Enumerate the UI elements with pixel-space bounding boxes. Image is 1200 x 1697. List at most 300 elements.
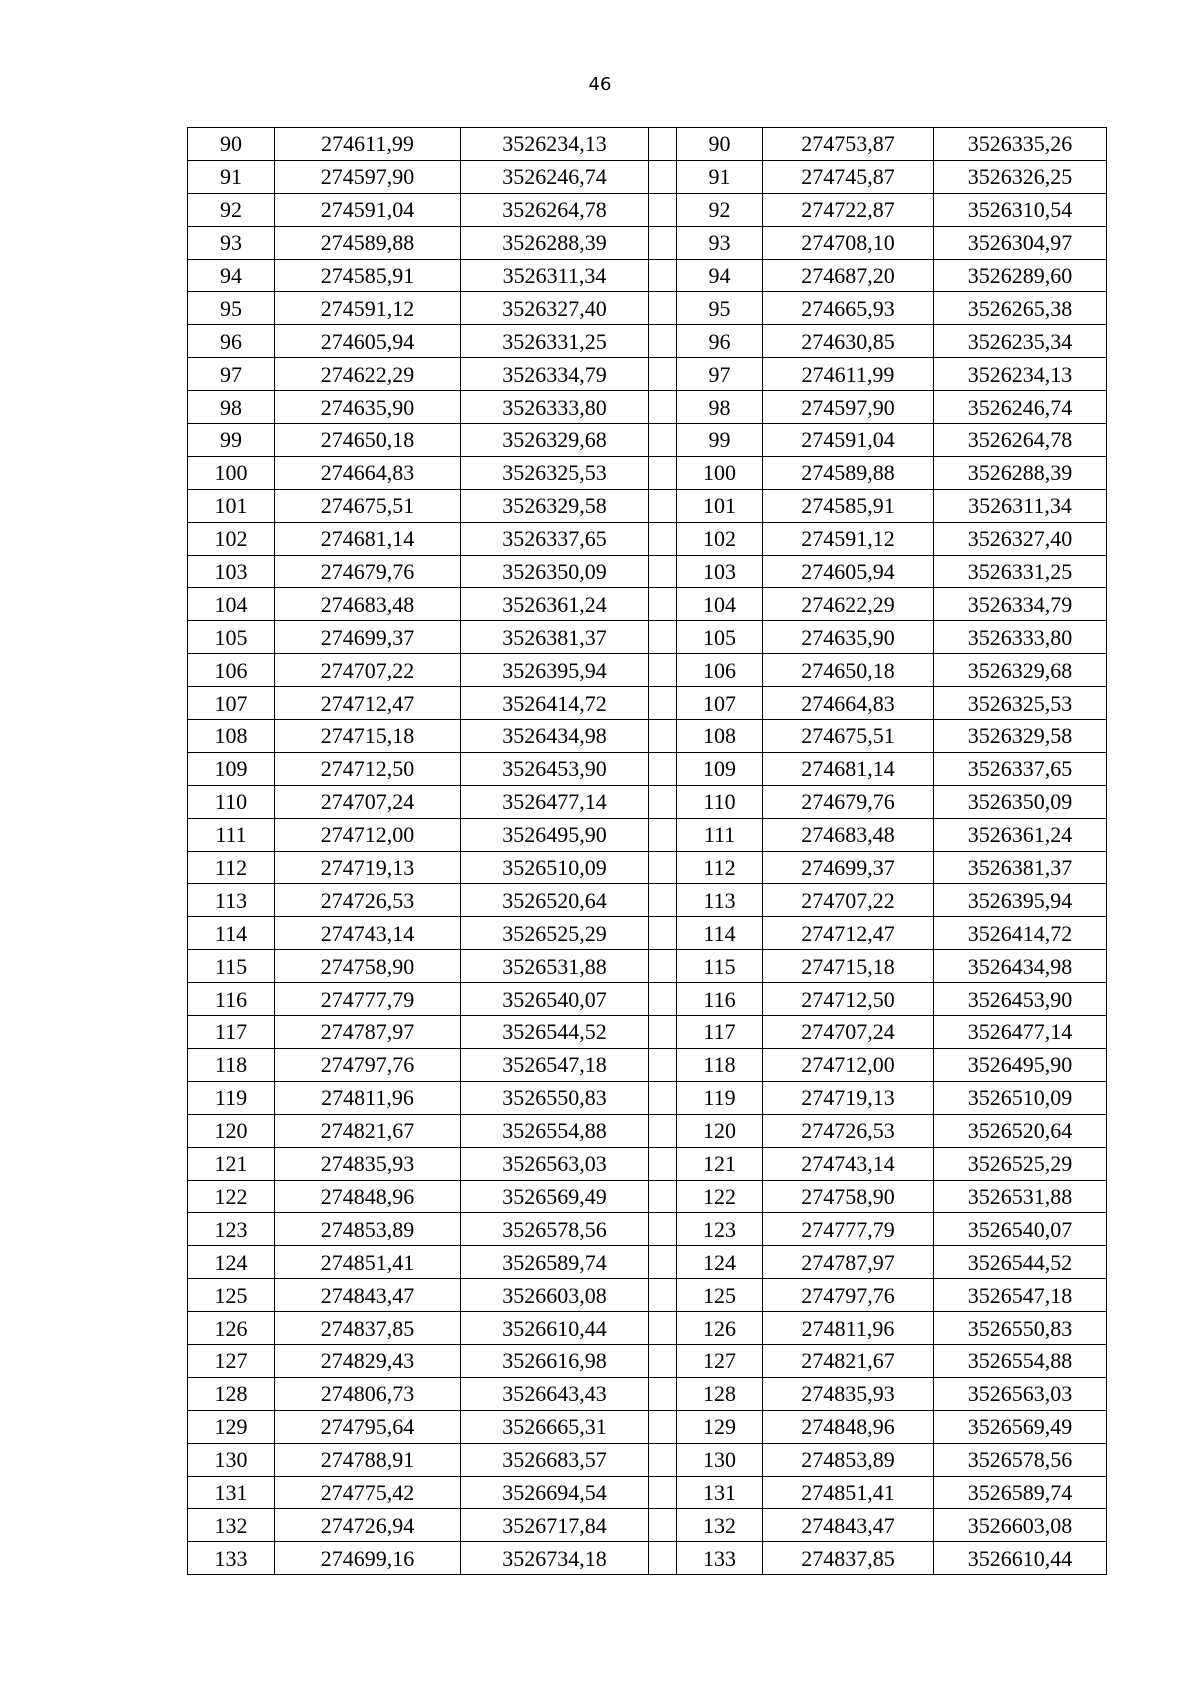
right-point-number: 93 bbox=[677, 226, 763, 259]
right-x-coordinate: 274851,41 bbox=[763, 1476, 934, 1509]
right-y-coordinate: 3526235,34 bbox=[934, 325, 1107, 358]
right-point-number: 104 bbox=[677, 588, 763, 621]
separator-cell bbox=[649, 720, 677, 753]
right-x-coordinate: 274753,87 bbox=[763, 128, 934, 161]
right-x-coordinate: 274597,90 bbox=[763, 391, 934, 424]
table-row bbox=[188, 1213, 1107, 1246]
left-point-number: 104 bbox=[188, 588, 275, 621]
left-y-coordinate: 3526477,14 bbox=[461, 785, 649, 818]
left-y-coordinate: 3526434,98 bbox=[461, 720, 649, 753]
table-row bbox=[188, 917, 1107, 950]
left-x-coordinate: 274835,93 bbox=[275, 1147, 461, 1180]
left-x-coordinate: 274811,96 bbox=[275, 1081, 461, 1114]
table-row bbox=[188, 555, 1107, 588]
left-x-coordinate: 274715,18 bbox=[275, 720, 461, 753]
left-x-coordinate: 274605,94 bbox=[275, 325, 461, 358]
table-row bbox=[188, 358, 1107, 391]
right-x-coordinate: 274758,90 bbox=[763, 1180, 934, 1213]
right-x-coordinate: 274821,67 bbox=[763, 1344, 934, 1377]
right-y-coordinate: 3526350,09 bbox=[934, 785, 1107, 818]
separator-cell bbox=[649, 752, 677, 785]
right-x-coordinate: 274722,87 bbox=[763, 193, 934, 226]
table-row bbox=[188, 1180, 1107, 1213]
table-row bbox=[188, 884, 1107, 917]
table-row bbox=[188, 160, 1107, 193]
separator-cell bbox=[649, 983, 677, 1016]
separator-cell bbox=[649, 1081, 677, 1114]
left-y-coordinate: 3526569,49 bbox=[461, 1180, 649, 1213]
left-point-number: 120 bbox=[188, 1114, 275, 1147]
left-point-number: 114 bbox=[188, 917, 275, 950]
table-row bbox=[188, 785, 1107, 818]
right-point-number: 109 bbox=[677, 752, 763, 785]
left-x-coordinate: 274683,48 bbox=[275, 588, 461, 621]
table-row bbox=[188, 687, 1107, 720]
separator-cell bbox=[649, 1542, 677, 1575]
right-point-number: 117 bbox=[677, 1016, 763, 1049]
right-y-coordinate: 3526477,14 bbox=[934, 1016, 1107, 1049]
right-x-coordinate: 274635,90 bbox=[763, 621, 934, 654]
separator-cell bbox=[649, 358, 677, 391]
left-y-coordinate: 3526616,98 bbox=[461, 1344, 649, 1377]
left-x-coordinate: 274707,24 bbox=[275, 785, 461, 818]
right-y-coordinate: 3526325,53 bbox=[934, 687, 1107, 720]
left-y-coordinate: 3526578,56 bbox=[461, 1213, 649, 1246]
right-x-coordinate: 274797,76 bbox=[763, 1279, 934, 1312]
table-row bbox=[188, 950, 1107, 983]
left-x-coordinate: 274681,14 bbox=[275, 522, 461, 555]
right-y-coordinate: 3526589,74 bbox=[934, 1476, 1107, 1509]
right-y-coordinate: 3526540,07 bbox=[934, 1213, 1107, 1246]
right-x-coordinate: 274687,20 bbox=[763, 259, 934, 292]
right-x-coordinate: 274591,04 bbox=[763, 424, 934, 457]
right-y-coordinate: 3526335,26 bbox=[934, 128, 1107, 161]
right-x-coordinate: 274743,14 bbox=[763, 1147, 934, 1180]
right-x-coordinate: 274683,48 bbox=[763, 818, 934, 851]
left-y-coordinate: 3526734,18 bbox=[461, 1542, 649, 1575]
left-y-coordinate: 3526683,57 bbox=[461, 1443, 649, 1476]
left-point-number: 112 bbox=[188, 851, 275, 884]
separator-cell bbox=[649, 522, 677, 555]
table-row bbox=[188, 654, 1107, 687]
separator-cell bbox=[649, 950, 677, 983]
right-point-number: 118 bbox=[677, 1048, 763, 1081]
separator-cell bbox=[649, 917, 677, 950]
left-x-coordinate: 274589,88 bbox=[275, 226, 461, 259]
right-point-number: 119 bbox=[677, 1081, 763, 1114]
separator-cell bbox=[649, 621, 677, 654]
right-y-coordinate: 3526310,54 bbox=[934, 193, 1107, 226]
right-x-coordinate: 274707,22 bbox=[763, 884, 934, 917]
left-y-coordinate: 3526311,34 bbox=[461, 259, 649, 292]
separator-cell bbox=[649, 259, 677, 292]
right-y-coordinate: 3526334,79 bbox=[934, 588, 1107, 621]
table-row bbox=[188, 424, 1107, 457]
left-y-coordinate: 3526381,37 bbox=[461, 621, 649, 654]
right-y-coordinate: 3526495,90 bbox=[934, 1048, 1107, 1081]
left-x-coordinate: 274851,41 bbox=[275, 1246, 461, 1279]
table-row bbox=[188, 1312, 1107, 1345]
table-row bbox=[188, 752, 1107, 785]
left-x-coordinate: 274795,64 bbox=[275, 1410, 461, 1443]
separator-cell bbox=[649, 128, 677, 161]
separator-cell bbox=[649, 1180, 677, 1213]
right-x-coordinate: 274835,93 bbox=[763, 1377, 934, 1410]
table-row bbox=[188, 1344, 1107, 1377]
coordinates-table-body bbox=[188, 128, 1107, 1575]
right-y-coordinate: 3526246,74 bbox=[934, 391, 1107, 424]
right-x-coordinate: 274719,13 bbox=[763, 1081, 934, 1114]
left-x-coordinate: 274719,13 bbox=[275, 851, 461, 884]
table-row bbox=[188, 1410, 1107, 1443]
table-row bbox=[188, 983, 1107, 1016]
left-point-number: 97 bbox=[188, 358, 275, 391]
left-y-coordinate: 3526525,29 bbox=[461, 917, 649, 950]
left-y-coordinate: 3526694,54 bbox=[461, 1476, 649, 1509]
left-point-number: 130 bbox=[188, 1443, 275, 1476]
left-point-number: 117 bbox=[188, 1016, 275, 1049]
table-row bbox=[188, 456, 1107, 489]
left-y-coordinate: 3526643,43 bbox=[461, 1377, 649, 1410]
right-point-number: 120 bbox=[677, 1114, 763, 1147]
left-point-number: 109 bbox=[188, 752, 275, 785]
table-row bbox=[188, 1016, 1107, 1049]
left-point-number: 111 bbox=[188, 818, 275, 851]
left-point-number: 118 bbox=[188, 1048, 275, 1081]
separator-cell bbox=[649, 1016, 677, 1049]
right-point-number: 95 bbox=[677, 292, 763, 325]
right-point-number: 115 bbox=[677, 950, 763, 983]
right-x-coordinate: 274777,79 bbox=[763, 1213, 934, 1246]
left-x-coordinate: 274843,47 bbox=[275, 1279, 461, 1312]
left-y-coordinate: 3526350,09 bbox=[461, 555, 649, 588]
right-y-coordinate: 3526381,37 bbox=[934, 851, 1107, 884]
right-y-coordinate: 3526610,44 bbox=[934, 1542, 1107, 1575]
table-row bbox=[188, 292, 1107, 325]
left-point-number: 122 bbox=[188, 1180, 275, 1213]
right-y-coordinate: 3526304,97 bbox=[934, 226, 1107, 259]
left-y-coordinate: 3526603,08 bbox=[461, 1279, 649, 1312]
right-point-number: 111 bbox=[677, 818, 763, 851]
separator-cell bbox=[649, 1279, 677, 1312]
right-point-number: 97 bbox=[677, 358, 763, 391]
left-point-number: 127 bbox=[188, 1344, 275, 1377]
right-point-number: 130 bbox=[677, 1443, 763, 1476]
left-point-number: 131 bbox=[188, 1476, 275, 1509]
left-y-coordinate: 3526531,88 bbox=[461, 950, 649, 983]
left-y-coordinate: 3526554,88 bbox=[461, 1114, 649, 1147]
left-x-coordinate: 274821,67 bbox=[275, 1114, 461, 1147]
left-x-coordinate: 274707,22 bbox=[275, 654, 461, 687]
right-point-number: 122 bbox=[677, 1180, 763, 1213]
right-y-coordinate: 3526337,65 bbox=[934, 752, 1107, 785]
right-point-number: 101 bbox=[677, 489, 763, 522]
left-x-coordinate: 274775,42 bbox=[275, 1476, 461, 1509]
right-x-coordinate: 274591,12 bbox=[763, 522, 934, 555]
left-point-number: 119 bbox=[188, 1081, 275, 1114]
right-y-coordinate: 3526331,25 bbox=[934, 555, 1107, 588]
right-point-number: 123 bbox=[677, 1213, 763, 1246]
left-point-number: 105 bbox=[188, 621, 275, 654]
left-x-coordinate: 274787,97 bbox=[275, 1016, 461, 1049]
left-x-coordinate: 274650,18 bbox=[275, 424, 461, 457]
right-y-coordinate: 3526329,58 bbox=[934, 720, 1107, 753]
separator-cell bbox=[649, 687, 677, 720]
left-y-coordinate: 3526246,74 bbox=[461, 160, 649, 193]
left-x-coordinate: 274726,94 bbox=[275, 1509, 461, 1542]
left-y-coordinate: 3526333,80 bbox=[461, 391, 649, 424]
right-point-number: 121 bbox=[677, 1147, 763, 1180]
right-point-number: 94 bbox=[677, 259, 763, 292]
left-y-coordinate: 3526495,90 bbox=[461, 818, 649, 851]
right-x-coordinate: 274679,76 bbox=[763, 785, 934, 818]
left-point-number: 93 bbox=[188, 226, 275, 259]
left-x-coordinate: 274726,53 bbox=[275, 884, 461, 917]
left-x-coordinate: 274585,91 bbox=[275, 259, 461, 292]
separator-cell bbox=[649, 391, 677, 424]
right-point-number: 90 bbox=[677, 128, 763, 161]
left-y-coordinate: 3526361,24 bbox=[461, 588, 649, 621]
left-x-coordinate: 274848,96 bbox=[275, 1180, 461, 1213]
left-x-coordinate: 274712,00 bbox=[275, 818, 461, 851]
right-x-coordinate: 274611,99 bbox=[763, 358, 934, 391]
right-point-number: 129 bbox=[677, 1410, 763, 1443]
right-point-number: 91 bbox=[677, 160, 763, 193]
table-row bbox=[188, 193, 1107, 226]
right-x-coordinate: 274650,18 bbox=[763, 654, 934, 687]
table-row bbox=[188, 1377, 1107, 1410]
left-point-number: 90 bbox=[188, 128, 275, 161]
table-row bbox=[188, 621, 1107, 654]
left-point-number: 96 bbox=[188, 325, 275, 358]
left-x-coordinate: 274853,89 bbox=[275, 1213, 461, 1246]
left-y-coordinate: 3526453,90 bbox=[461, 752, 649, 785]
left-y-coordinate: 3526610,44 bbox=[461, 1312, 649, 1345]
right-x-coordinate: 274712,50 bbox=[763, 983, 934, 1016]
left-y-coordinate: 3526717,84 bbox=[461, 1509, 649, 1542]
right-point-number: 116 bbox=[677, 983, 763, 1016]
left-point-number: 101 bbox=[188, 489, 275, 522]
left-y-coordinate: 3526520,64 bbox=[461, 884, 649, 917]
table-row bbox=[188, 128, 1107, 161]
left-point-number: 132 bbox=[188, 1509, 275, 1542]
right-x-coordinate: 274589,88 bbox=[763, 456, 934, 489]
left-x-coordinate: 274679,76 bbox=[275, 555, 461, 588]
right-y-coordinate: 3526453,90 bbox=[934, 983, 1107, 1016]
right-point-number: 131 bbox=[677, 1476, 763, 1509]
separator-cell bbox=[649, 1410, 677, 1443]
left-x-coordinate: 274597,90 bbox=[275, 160, 461, 193]
separator-cell bbox=[649, 424, 677, 457]
left-y-coordinate: 3526329,68 bbox=[461, 424, 649, 457]
left-y-coordinate: 3526589,74 bbox=[461, 1246, 649, 1279]
left-point-number: 103 bbox=[188, 555, 275, 588]
table-row bbox=[188, 226, 1107, 259]
right-y-coordinate: 3526395,94 bbox=[934, 884, 1107, 917]
left-x-coordinate: 274743,14 bbox=[275, 917, 461, 950]
right-point-number: 125 bbox=[677, 1279, 763, 1312]
right-x-coordinate: 274622,29 bbox=[763, 588, 934, 621]
left-point-number: 91 bbox=[188, 160, 275, 193]
separator-cell bbox=[649, 160, 677, 193]
separator-cell bbox=[649, 654, 677, 687]
separator-cell bbox=[649, 1509, 677, 1542]
left-x-coordinate: 274664,83 bbox=[275, 456, 461, 489]
right-y-coordinate: 3526326,25 bbox=[934, 160, 1107, 193]
separator-cell bbox=[649, 1114, 677, 1147]
left-y-coordinate: 3526288,39 bbox=[461, 226, 649, 259]
left-y-coordinate: 3526547,18 bbox=[461, 1048, 649, 1081]
separator-cell bbox=[649, 1377, 677, 1410]
left-point-number: 99 bbox=[188, 424, 275, 457]
left-point-number: 95 bbox=[188, 292, 275, 325]
left-point-number: 110 bbox=[188, 785, 275, 818]
right-x-coordinate: 274811,96 bbox=[763, 1312, 934, 1345]
table-row bbox=[188, 259, 1107, 292]
left-y-coordinate: 3526234,13 bbox=[461, 128, 649, 161]
table-row bbox=[188, 588, 1107, 621]
left-y-coordinate: 3526331,25 bbox=[461, 325, 649, 358]
right-y-coordinate: 3526550,83 bbox=[934, 1312, 1107, 1345]
table-row bbox=[188, 851, 1107, 884]
separator-cell bbox=[649, 1213, 677, 1246]
separator-cell bbox=[649, 818, 677, 851]
right-point-number: 99 bbox=[677, 424, 763, 457]
right-y-coordinate: 3526563,03 bbox=[934, 1377, 1107, 1410]
right-point-number: 127 bbox=[677, 1344, 763, 1377]
right-y-coordinate: 3526569,49 bbox=[934, 1410, 1107, 1443]
left-point-number: 123 bbox=[188, 1213, 275, 1246]
separator-cell bbox=[649, 1476, 677, 1509]
left-point-number: 129 bbox=[188, 1410, 275, 1443]
right-x-coordinate: 274707,24 bbox=[763, 1016, 934, 1049]
left-point-number: 121 bbox=[188, 1147, 275, 1180]
separator-cell bbox=[649, 884, 677, 917]
right-y-coordinate: 3526531,88 bbox=[934, 1180, 1107, 1213]
right-y-coordinate: 3526333,80 bbox=[934, 621, 1107, 654]
separator-cell bbox=[649, 588, 677, 621]
right-point-number: 113 bbox=[677, 884, 763, 917]
right-y-coordinate: 3526520,64 bbox=[934, 1114, 1107, 1147]
right-point-number: 132 bbox=[677, 1509, 763, 1542]
left-y-coordinate: 3526264,78 bbox=[461, 193, 649, 226]
right-point-number: 114 bbox=[677, 917, 763, 950]
right-y-coordinate: 3526544,52 bbox=[934, 1246, 1107, 1279]
left-y-coordinate: 3526550,83 bbox=[461, 1081, 649, 1114]
left-point-number: 92 bbox=[188, 193, 275, 226]
left-x-coordinate: 274699,16 bbox=[275, 1542, 461, 1575]
table-row bbox=[188, 1147, 1107, 1180]
right-y-coordinate: 3526554,88 bbox=[934, 1344, 1107, 1377]
right-y-coordinate: 3526311,34 bbox=[934, 489, 1107, 522]
right-x-coordinate: 274712,47 bbox=[763, 917, 934, 950]
coordinates-table bbox=[187, 127, 1107, 1575]
separator-cell bbox=[649, 292, 677, 325]
right-y-coordinate: 3526288,39 bbox=[934, 456, 1107, 489]
right-point-number: 128 bbox=[677, 1377, 763, 1410]
right-y-coordinate: 3526289,60 bbox=[934, 259, 1107, 292]
left-point-number: 106 bbox=[188, 654, 275, 687]
right-point-number: 96 bbox=[677, 325, 763, 358]
separator-cell bbox=[649, 1048, 677, 1081]
left-y-coordinate: 3526563,03 bbox=[461, 1147, 649, 1180]
right-y-coordinate: 3526434,98 bbox=[934, 950, 1107, 983]
right-point-number: 124 bbox=[677, 1246, 763, 1279]
table-row bbox=[188, 1542, 1107, 1575]
left-point-number: 94 bbox=[188, 259, 275, 292]
left-point-number: 126 bbox=[188, 1312, 275, 1345]
left-point-number: 116 bbox=[188, 983, 275, 1016]
right-y-coordinate: 3526547,18 bbox=[934, 1279, 1107, 1312]
right-x-coordinate: 274605,94 bbox=[763, 555, 934, 588]
right-y-coordinate: 3526264,78 bbox=[934, 424, 1107, 457]
right-point-number: 126 bbox=[677, 1312, 763, 1345]
left-point-number: 128 bbox=[188, 1377, 275, 1410]
left-y-coordinate: 3526544,52 bbox=[461, 1016, 649, 1049]
table-row bbox=[188, 720, 1107, 753]
left-point-number: 102 bbox=[188, 522, 275, 555]
left-x-coordinate: 274829,43 bbox=[275, 1344, 461, 1377]
table-row bbox=[188, 489, 1107, 522]
left-y-coordinate: 3526329,58 bbox=[461, 489, 649, 522]
separator-cell bbox=[649, 489, 677, 522]
left-x-coordinate: 274806,73 bbox=[275, 1377, 461, 1410]
right-x-coordinate: 274715,18 bbox=[763, 950, 934, 983]
right-y-coordinate: 3526265,38 bbox=[934, 292, 1107, 325]
separator-cell bbox=[649, 193, 677, 226]
left-y-coordinate: 3526414,72 bbox=[461, 687, 649, 720]
right-point-number: 107 bbox=[677, 687, 763, 720]
right-point-number: 98 bbox=[677, 391, 763, 424]
left-point-number: 124 bbox=[188, 1246, 275, 1279]
table-row bbox=[188, 1246, 1107, 1279]
left-y-coordinate: 3526395,94 bbox=[461, 654, 649, 687]
left-y-coordinate: 3526510,09 bbox=[461, 851, 649, 884]
left-y-coordinate: 3526540,07 bbox=[461, 983, 649, 1016]
left-x-coordinate: 274712,50 bbox=[275, 752, 461, 785]
right-point-number: 100 bbox=[677, 456, 763, 489]
right-x-coordinate: 274664,83 bbox=[763, 687, 934, 720]
table-row bbox=[188, 1048, 1107, 1081]
right-point-number: 102 bbox=[677, 522, 763, 555]
right-point-number: 92 bbox=[677, 193, 763, 226]
left-x-coordinate: 274758,90 bbox=[275, 950, 461, 983]
right-y-coordinate: 3526327,40 bbox=[934, 522, 1107, 555]
separator-cell bbox=[649, 1443, 677, 1476]
left-x-coordinate: 274611,99 bbox=[275, 128, 461, 161]
right-x-coordinate: 274712,00 bbox=[763, 1048, 934, 1081]
left-y-coordinate: 3526337,65 bbox=[461, 522, 649, 555]
right-x-coordinate: 274708,10 bbox=[763, 226, 934, 259]
separator-cell bbox=[649, 851, 677, 884]
left-x-coordinate: 274675,51 bbox=[275, 489, 461, 522]
separator-cell bbox=[649, 1344, 677, 1377]
right-x-coordinate: 274699,37 bbox=[763, 851, 934, 884]
right-y-coordinate: 3526329,68 bbox=[934, 654, 1107, 687]
left-point-number: 107 bbox=[188, 687, 275, 720]
right-x-coordinate: 274585,91 bbox=[763, 489, 934, 522]
separator-cell bbox=[649, 456, 677, 489]
right-y-coordinate: 3526361,24 bbox=[934, 818, 1107, 851]
separator-cell bbox=[649, 1246, 677, 1279]
left-x-coordinate: 274591,12 bbox=[275, 292, 461, 325]
left-y-coordinate: 3526327,40 bbox=[461, 292, 649, 325]
right-x-coordinate: 274681,14 bbox=[763, 752, 934, 785]
left-x-coordinate: 274777,79 bbox=[275, 983, 461, 1016]
table-row bbox=[188, 522, 1107, 555]
right-y-coordinate: 3526414,72 bbox=[934, 917, 1107, 950]
table-row bbox=[188, 1114, 1107, 1147]
